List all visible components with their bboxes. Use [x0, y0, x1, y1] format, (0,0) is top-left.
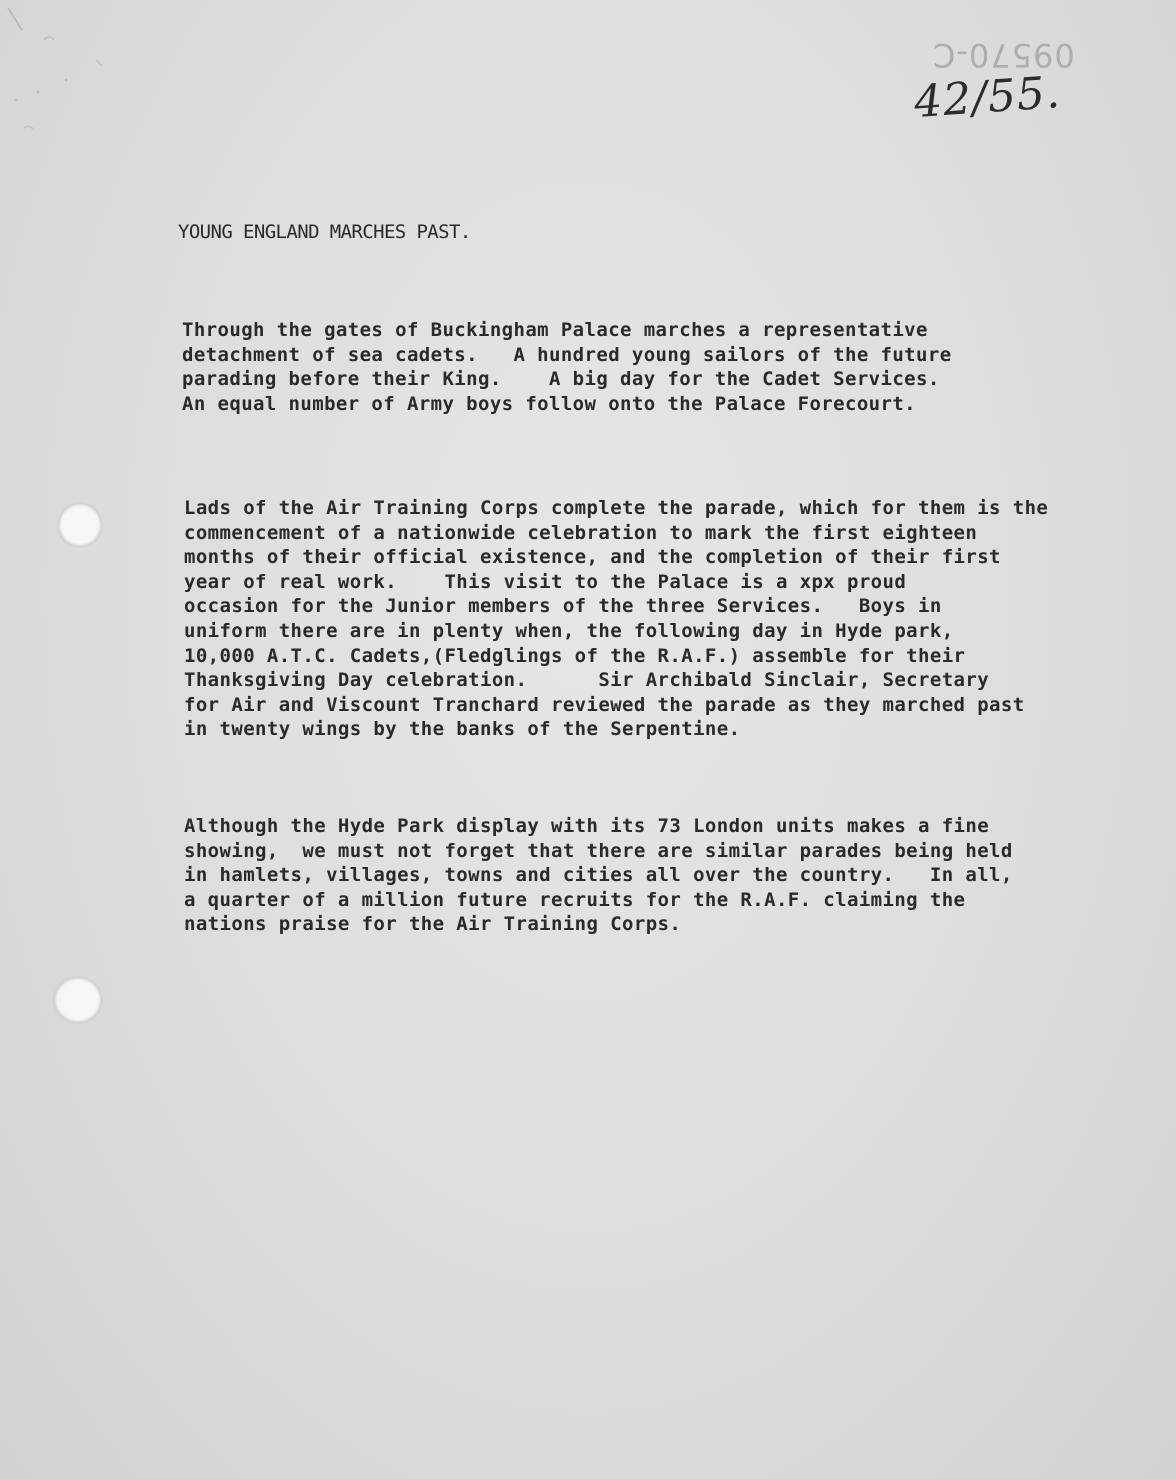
handwritten-reference: 42/55. — [912, 66, 1063, 129]
paragraph-line: for Air and Viscount Tranchard reviewed the parade as they marched past — [184, 693, 1025, 716]
paragraph-line: months of their official existence, and the completion of their first — [184, 546, 1001, 569]
paragraph-2 — [184, 496, 1048, 742]
paragraph-line: An equal number of Army boys follow onto the Palace Forecourt. — [182, 392, 917, 415]
paragraph-line: in twenty wings by the banks of the Serpentine. — [184, 718, 741, 741]
paragraph-line: 10,000 A.T.C. Cadets,(Fledglings of the R.A.F.) assemble for their — [184, 644, 966, 667]
paragraph-line: showing, we must not forget that there are similar parades being held — [184, 839, 1013, 862]
paragraph-line: year of real work. This visit to the Palace is a xpx proud — [184, 570, 907, 593]
paragraph-line: detachment of sea cadets. A hundred young sailors of the future — [182, 343, 952, 366]
document-title: YOUNG ENGLAND MARCHES PAST. — [178, 221, 471, 243]
punch-hole-icon — [58, 503, 102, 547]
paragraph-line: uniform there are in plenty when, the following day in Hyde park, — [184, 619, 954, 642]
paragraph-line: parading before their King. A big day for the Cadet Services. — [182, 368, 940, 391]
paragraph-line: Through the gates of Buckingham Palace marches a representative — [182, 319, 928, 341]
paragraph-1 — [182, 318, 952, 416]
paragraph-line: Although the Hyde Park display with its 73 London units makes a fine — [184, 815, 990, 837]
paragraph-line: in hamlets, villages, towns and cities all over the country. In all, — [184, 864, 1013, 887]
archive-stamp-number: 09570-C — [932, 36, 1075, 74]
corner-pencil-marks — [0, 0, 120, 160]
paragraph-line: nations praise for the Air Training Corps. — [184, 913, 682, 936]
paragraph-line: Lads of the Air Training Corps complete the parade, which for them is the — [184, 497, 1049, 519]
paragraph-3 — [184, 814, 1013, 937]
paragraph-line: Thanksgiving Day celebration. Sir Archibald Sinclair, Secretary — [184, 669, 990, 692]
paragraph-line: commencement of a nationwide celebration to mark the first eighteen — [184, 521, 978, 544]
paragraph-line: occasion for the Junior members of the three Services. Boys in — [184, 595, 942, 618]
punch-hole-icon — [54, 977, 102, 1023]
paragraph-line: a quarter of a million future recruits for the R.A.F. claiming the — [184, 888, 966, 911]
